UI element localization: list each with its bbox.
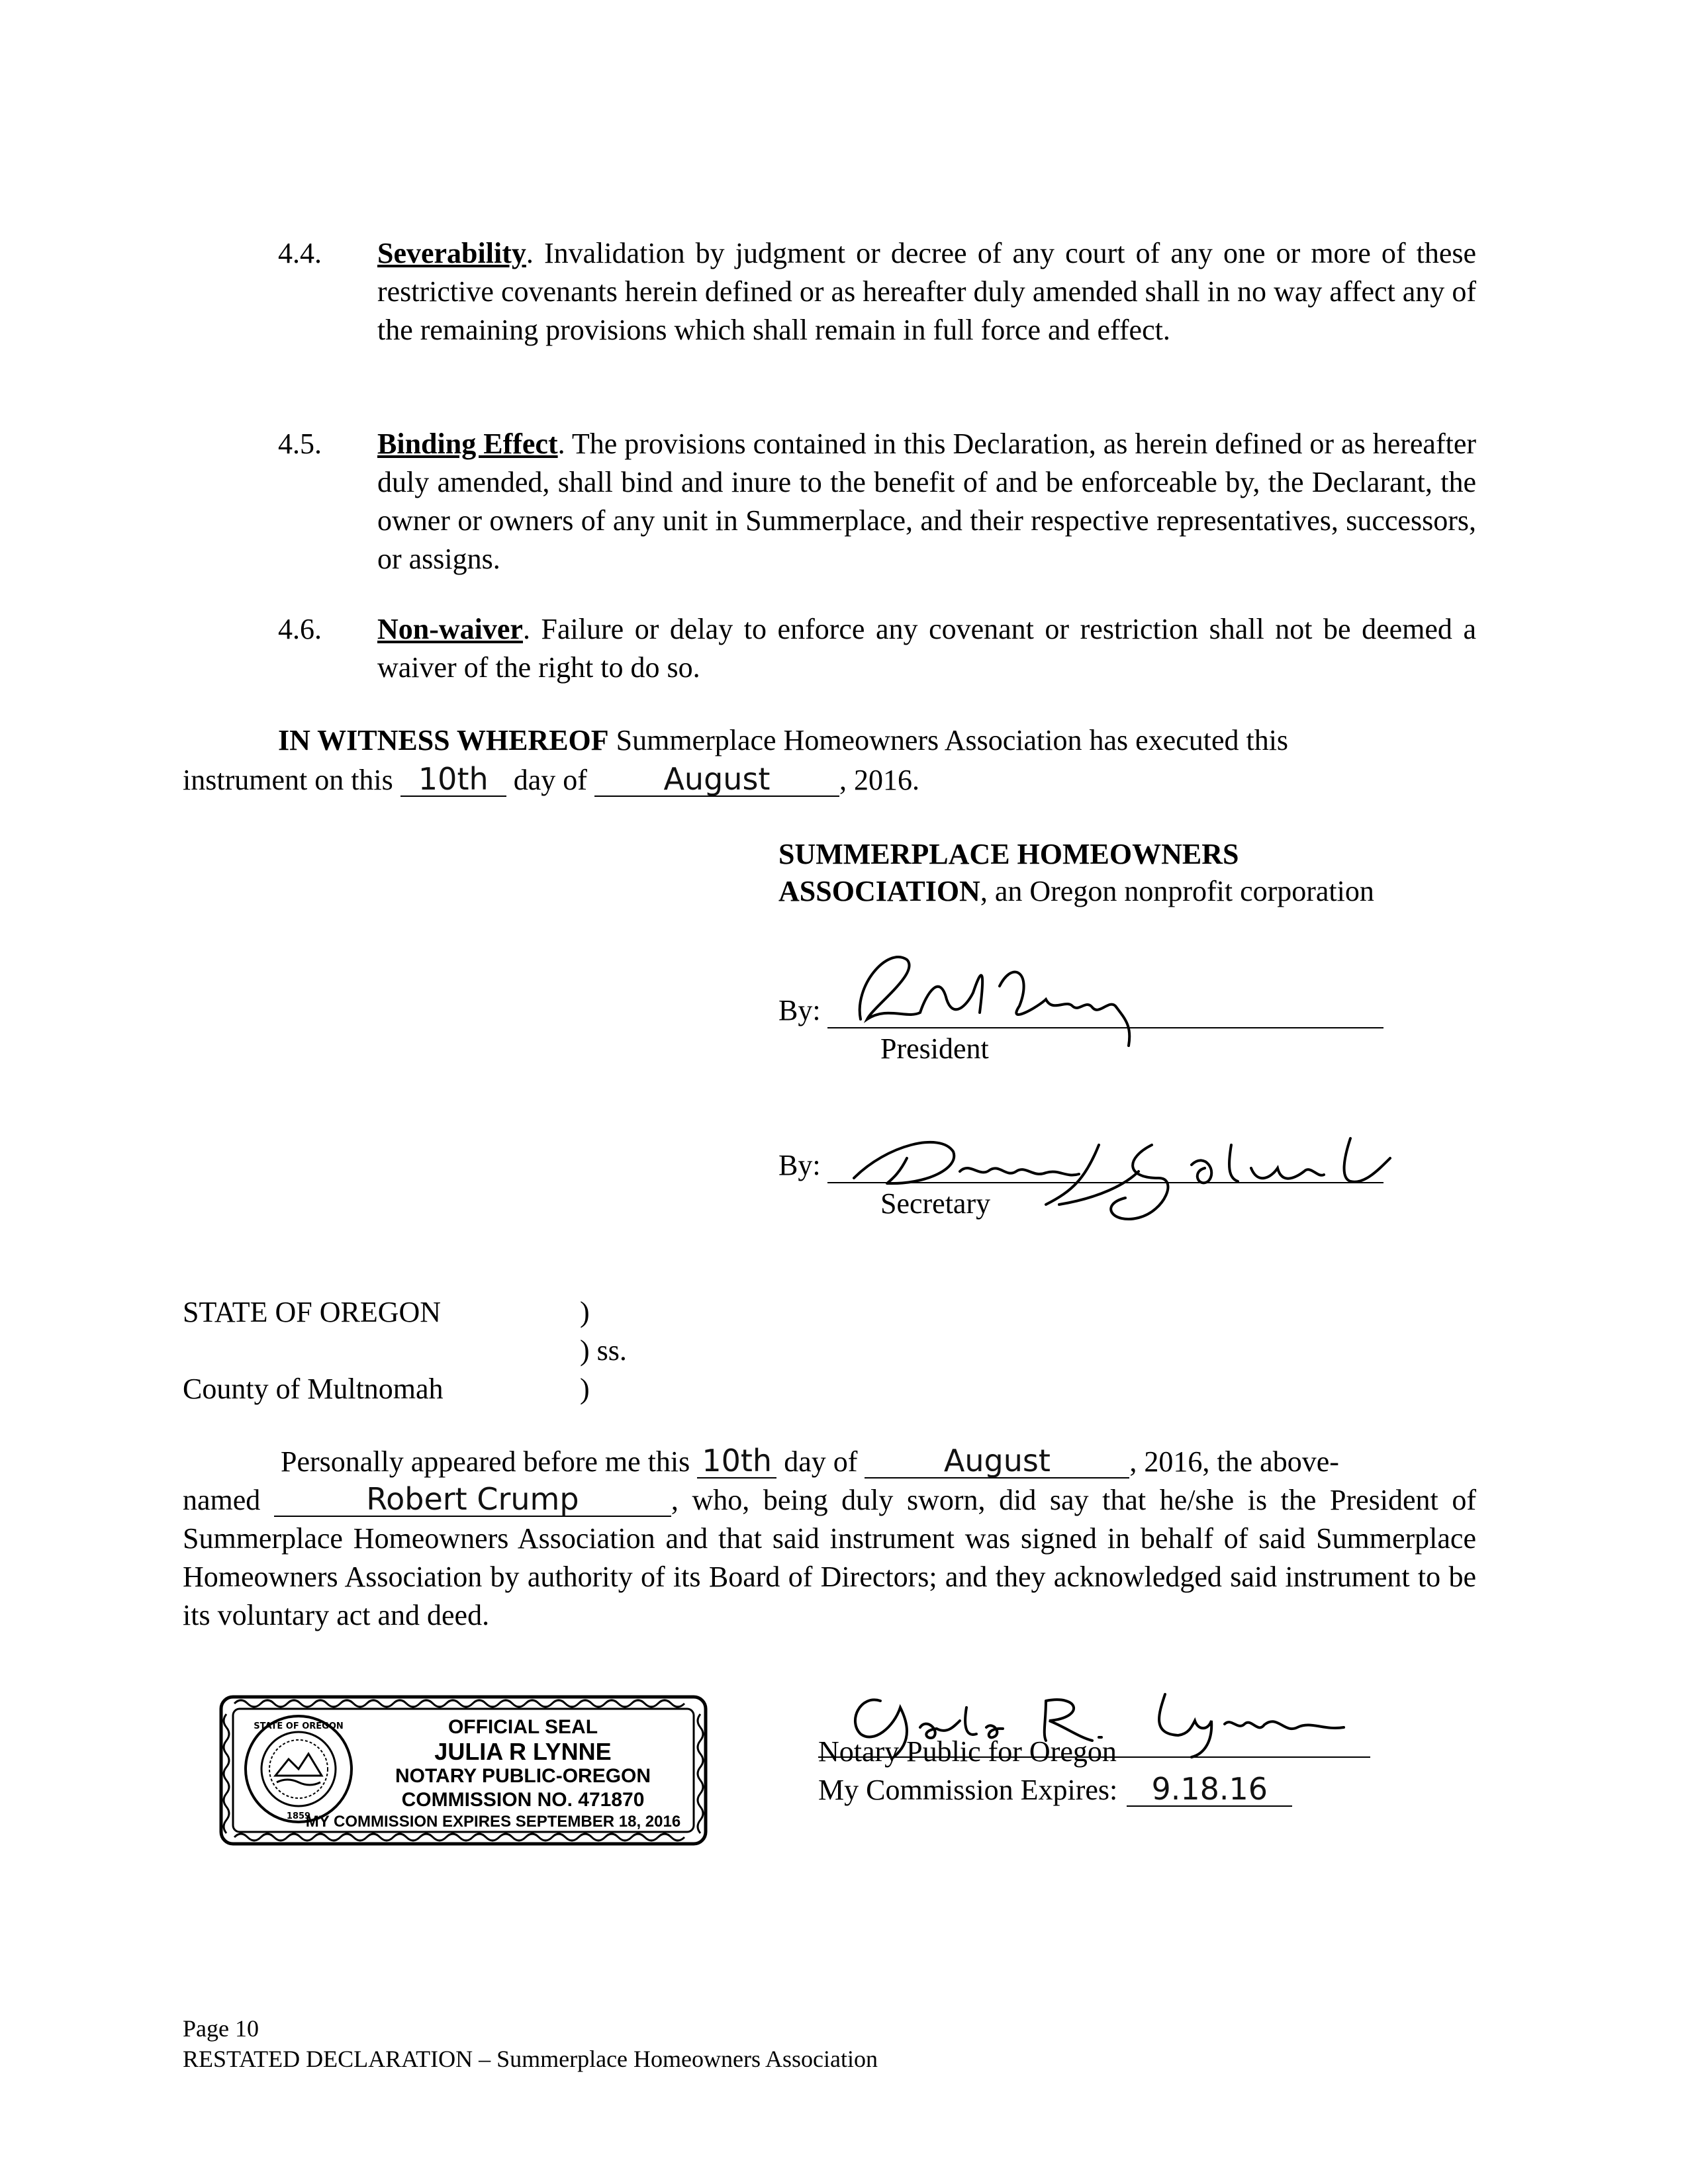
witness-line-1 (278, 721, 1476, 760)
section-text: . Failure or delay to enforce any covenant or restriction shall not be deemed a waiver of the right to do so. (377, 613, 1476, 684)
seal-line-5: MY COMMISSION EXPIRES SEPTEMBER 18, 2016 (305, 1813, 681, 1831)
witness-text: Summerplace Homeowners Association has executed this (608, 724, 1289, 756)
ack-day-handwritten: 10th (697, 1444, 776, 1479)
section-number: 4.5. (278, 428, 322, 460)
seal-line-1: OFFICIAL SEAL (447, 1716, 598, 1738)
ack-name-handwritten: Robert Crump (274, 1482, 671, 1517)
secretary-title: Secretary (880, 1187, 991, 1220)
association-name-bold: ASSOCIATION (778, 875, 980, 907)
section-title: Binding Effect (377, 428, 558, 460)
section-text: . Invalidation by judgment or decree of any court of any one or more of these restrictive covenants herein defined or as hereafter duly amended shall in no way affect any of the remaining provisions which shall remain in full force and effect. (377, 237, 1476, 346)
section-title: Non-waiver (377, 613, 523, 645)
notary-title: Notary Public for Oregon (818, 1735, 1117, 1768)
ack-text-1: Personally appeared before me this (281, 1445, 698, 1478)
witness-line-2 (183, 761, 919, 799)
emblem-year-text: 1859 (286, 1811, 311, 1821)
witness-month-handwritten: August (594, 762, 839, 797)
venue-county: County of Multnomah (183, 1373, 444, 1405)
ack-month-handwritten: August (865, 1444, 1129, 1479)
president-by-label: By: (778, 994, 821, 1026)
section-number: 4.6. (278, 613, 322, 645)
ack-text-5: , who, being duly sworn, did say that he/she is the President of Summerplace Homeowners Association and that said instrument was signed in behalf of said Summerplace Homeowners Association by authority of its Board of Directors; and they acknowledged said instrument to be its voluntary act and deed. (183, 1484, 1476, 1631)
seal-line-4: COMMISSION NO. 471870 (401, 1789, 645, 1811)
venue-paren-bottom: ) (580, 1373, 590, 1405)
footer-title: RESTATED DECLARATION – Summerplace Homeowners Association (183, 2046, 878, 2072)
section-text: . The provisions contained in this Declaration, as herein defined or as hereafter duly amended, shall bind and inure to the benefit of and be enforceable by, the Declarant, the owner or owners of any unit in Summerplace, and their respective representatives, successors, or assigns. (377, 428, 1477, 575)
seal-text (305, 1715, 688, 1832)
notary-seal (218, 1694, 708, 1846)
ack-text-4: named (183, 1484, 274, 1516)
venue-paren-top: ) (580, 1296, 590, 1328)
witness-year: , 2016. (839, 764, 919, 796)
witness-text-2: instrument on this (183, 764, 400, 796)
association-name-rest: , an Oregon nonprofit corporation (980, 875, 1374, 907)
state-emblem-icon (242, 1713, 355, 1825)
section-body (377, 234, 1476, 349)
secretary-signature (847, 1105, 1443, 1244)
footer-page: Page 10 (183, 2015, 259, 2042)
president-title: President (880, 1032, 989, 1065)
venue-state: STATE OF OREGON (183, 1296, 442, 1328)
seal-line-3: NOTARY PUBLIC-OREGON (395, 1765, 651, 1787)
association-name-line-1: SUMMERPLACE HOMEOWNERS (778, 838, 1239, 870)
section-body (377, 610, 1476, 687)
ack-text-3: , 2016, the above- (1129, 1445, 1339, 1478)
section-number: 4.4. (278, 237, 322, 269)
ack-body (183, 1481, 1476, 1635)
section-body (377, 425, 1476, 578)
witness-day-of: day of (506, 764, 594, 796)
emblem-ring-text: STATE OF OREGON (254, 1721, 344, 1731)
association-name-line-2 (778, 872, 1374, 911)
ack-text-2: day of (776, 1445, 865, 1478)
notary-expires-handwritten: 9.18.16 (1127, 1772, 1292, 1807)
notary-expires-label: My Commission Expires: (818, 1774, 1118, 1806)
section-title: Severability (377, 237, 526, 269)
witness-day-handwritten: 10th (400, 762, 506, 797)
secretary-by-label: By: (778, 1149, 821, 1181)
seal-line-2: JULIA R LYNNE (434, 1738, 612, 1765)
venue-ss: ) ss. (580, 1334, 627, 1367)
witness-lead: IN WITNESS WHEREOF (278, 724, 609, 756)
ack-line-1 (281, 1443, 1339, 1481)
notary-expires-row (818, 1771, 1292, 1809)
